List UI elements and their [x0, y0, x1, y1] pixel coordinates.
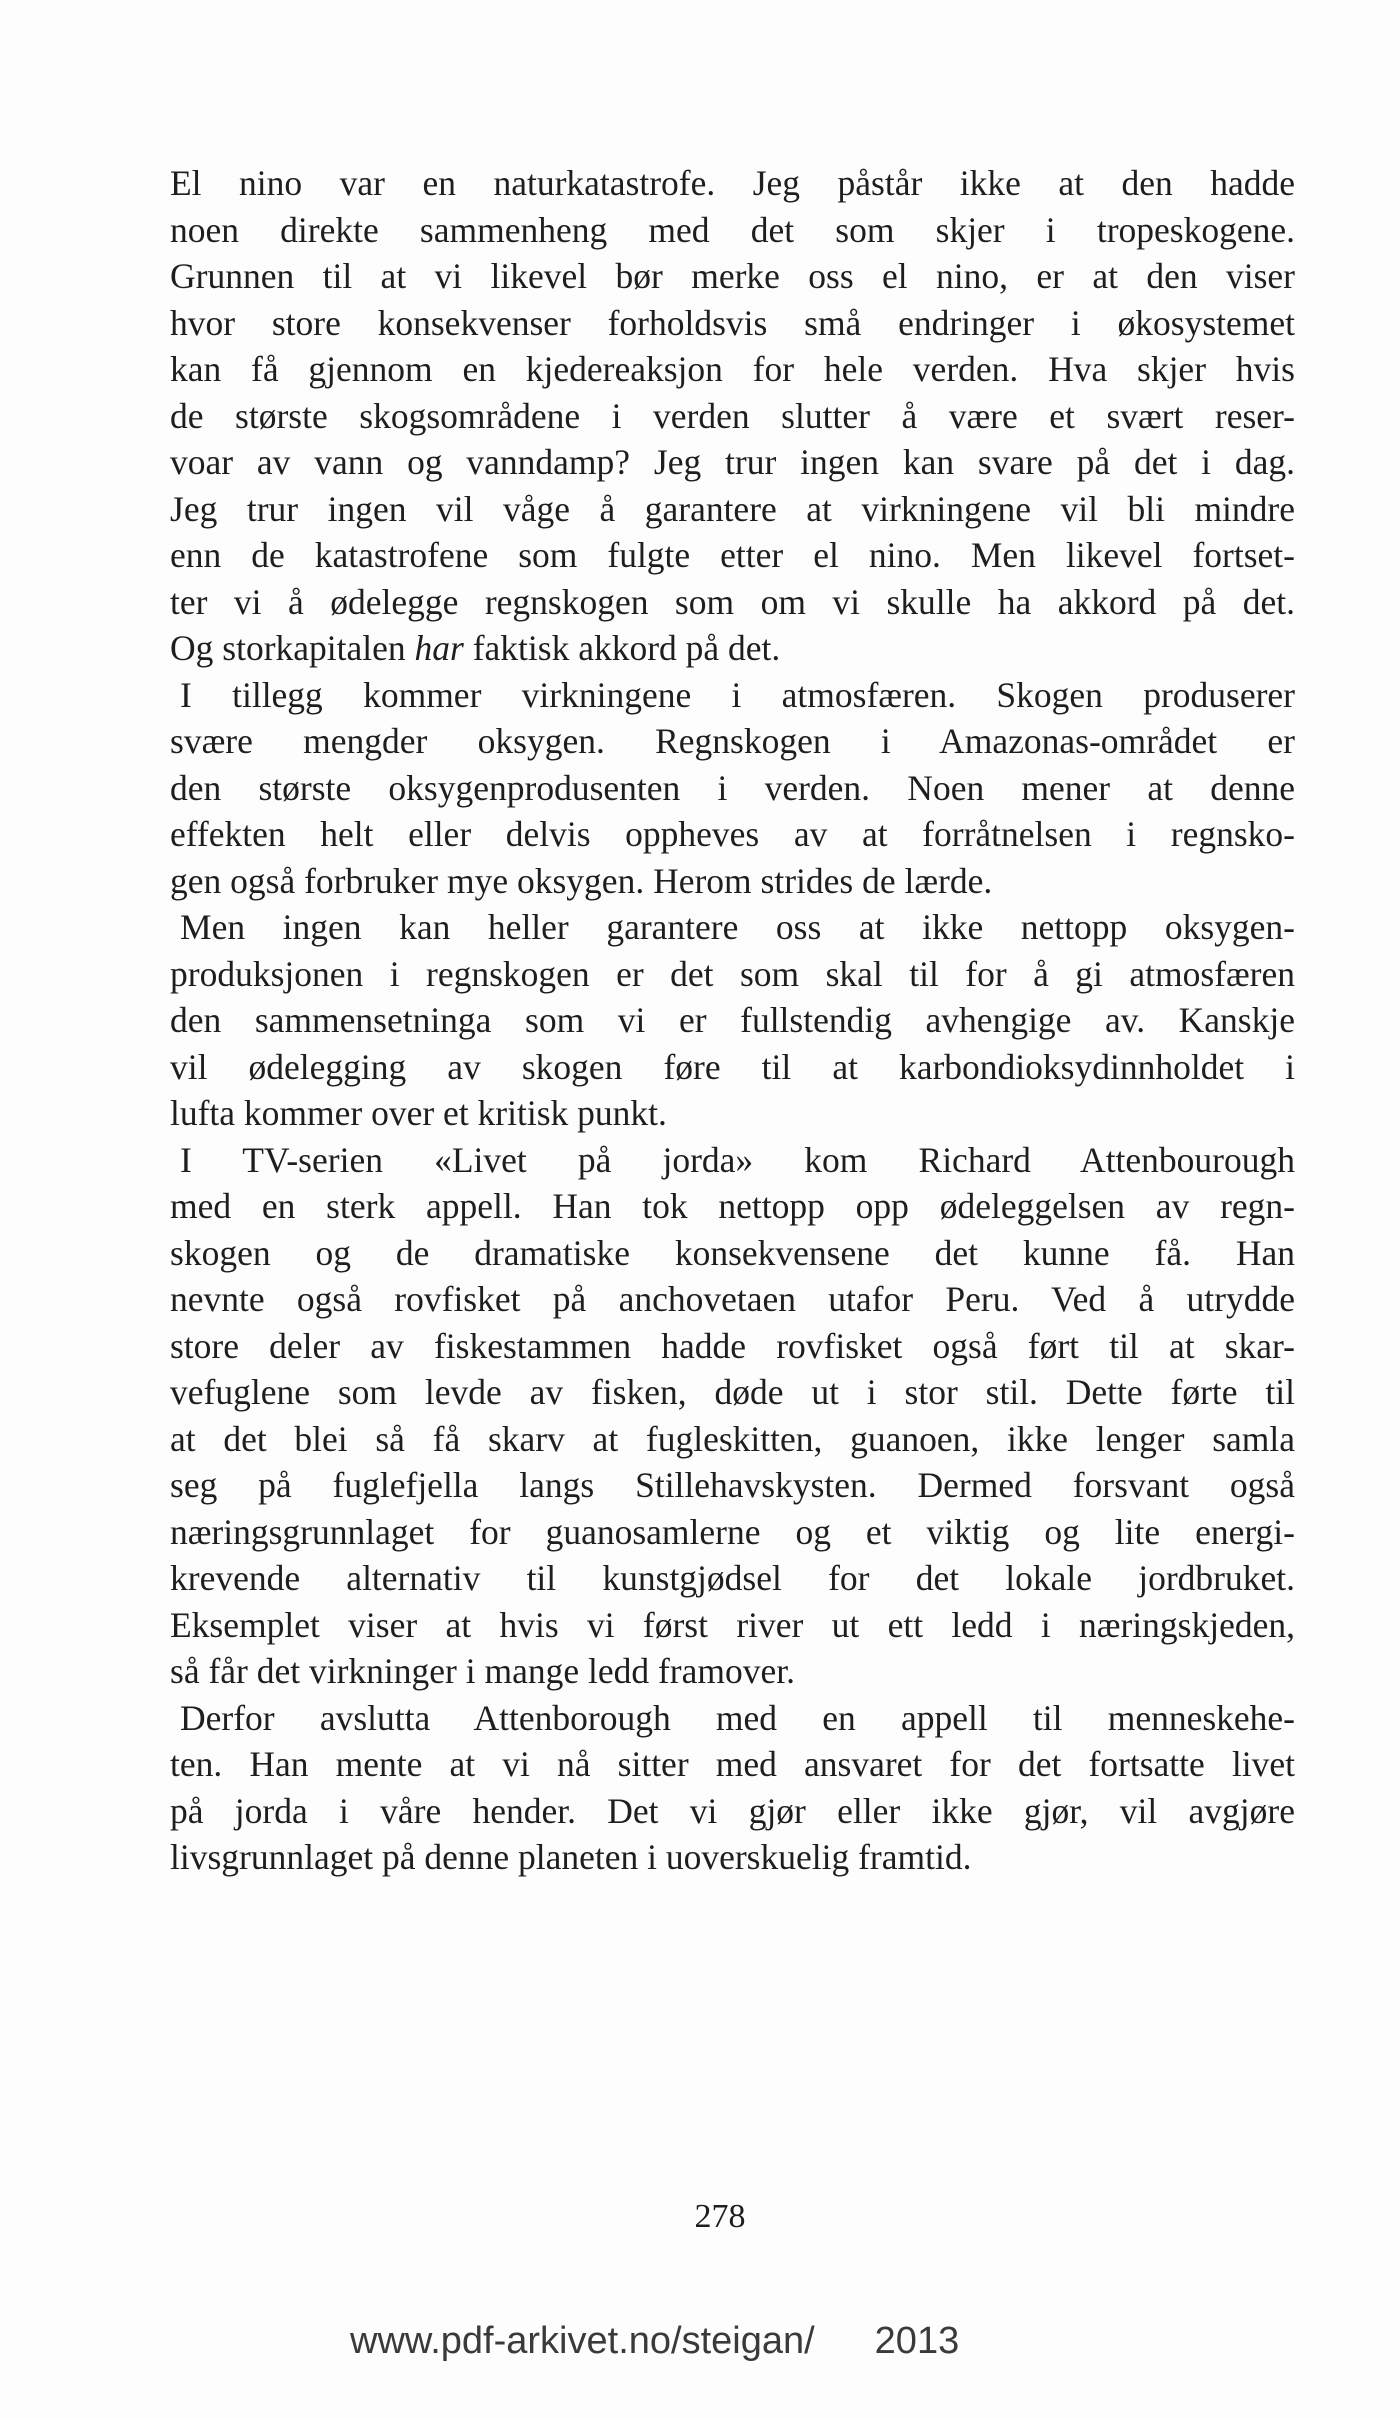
text-line: El nino var en naturkatastrofe. Jeg påstår ikke at den hadde: [170, 163, 1295, 203]
body-text: [170, 160, 1295, 1881]
text-line: skogen og de dramatiske konsekvensene det kunne få. Han: [170, 1232, 1295, 1273]
text-line: nevnte også rovfisket på anchovetaen utafor Peru. Ved å utrydde: [170, 1279, 1295, 1319]
paragraph: [170, 904, 1295, 1137]
text-line: voar av vann og vanndamp? Jeg trur ingen kan svare på det i dag.: [170, 442, 1295, 482]
page-number: 278: [694, 2198, 746, 2235]
footer-url: www.pdf-arkivet.no/steigan/: [350, 2320, 815, 2362]
text-line: den største oksygenprodusenten i verden. Noen mener at denne: [170, 767, 1295, 808]
text-line: lufta kommer over et kritisk punkt.: [170, 1093, 667, 1133]
text-line: I TV-serien «Livet på jorda» kom Richard Attenbourough: [180, 1139, 1295, 1180]
text-line: kan få gjennom en kjedereaksjon for hele verden. Hva skjer hvis: [170, 349, 1295, 389]
text-line: så får det virkninger i mange ledd framover.: [170, 1651, 795, 1691]
text-line: den sammensetninga som vi er fullstendig avhengige av. Kanskje: [170, 1000, 1295, 1040]
emphasis: har: [414, 628, 464, 668]
text-line: Jeg trur ingen vil våge å garantere at virkningene vil bli mindre: [170, 488, 1295, 529]
text-line: enn de katastrofene som fulgte etter el nino. Men likevel fortset-: [170, 535, 1295, 575]
paragraph: [170, 1695, 1295, 1881]
text-line: at det blei så få skarv at fugleskitten, guanoen, ikke lenger samla: [170, 1418, 1295, 1459]
text-line: noen direkte sammenheng med det som skjer i tropeskogene.: [170, 209, 1295, 250]
paragraph: [170, 160, 1295, 672]
text-line: ten. Han mente at vi nå sitter med ansvaret for det fortsatte livet: [170, 1744, 1295, 1784]
paragraph: [170, 1137, 1295, 1695]
text-line: produksjonen i regnskogen er det som skal til for å gi atmosfæren: [170, 953, 1295, 994]
text-line: næringsgrunnlaget for guanosamlerne og et viktig og lite energi-: [170, 1511, 1295, 1552]
text-line: I tillegg kommer virkningene i atmosfæren. Skogen produserer: [180, 674, 1295, 715]
text-line: Men ingen kan heller garantere oss at ikke nettopp oksygen-: [180, 907, 1295, 947]
text-line: på jorda i våre hender. Det vi gjør eller ikke gjør, vil avgjøre: [170, 1790, 1295, 1831]
text-line: hvor store konsekvenser forholdsvis små endringer i økosystemet: [170, 302, 1295, 343]
footer: [350, 2320, 959, 2363]
text-line: Derfor avslutta Attenborough med en appell til menneskehe-: [180, 1697, 1295, 1738]
paragraph: [170, 672, 1295, 905]
text-line: livsgrunnlaget på denne planeten i uoverskuelig framtid.: [170, 1837, 972, 1877]
footer-year: 2013: [874, 2320, 960, 2362]
text-line: gen også forbruker mye oksygen. Herom strides de lærde.: [170, 860, 993, 901]
text-line: vefuglene som levde av fisken, døde ut i stor stil. Dette førte til: [170, 1372, 1295, 1412]
text-line: svære mengder oksygen. Regnskogen i Amazonas-området er: [170, 721, 1295, 761]
text-line: vil ødelegging av skogen føre til at karbondioksydinnholdet i: [170, 1046, 1295, 1087]
text-line: krevende alternativ til kunstgjødsel for det lokale jordbruket.: [170, 1558, 1295, 1598]
text-line: Eksemplet viser at hvis vi først river ut ett ledd i næringskjeden,: [170, 1604, 1295, 1645]
text-line: ter vi å ødelegge regnskogen som om vi skulle ha akkord på det.: [170, 581, 1295, 622]
text-line: Grunnen til at vi likevel bør merke oss el nino, er at den viser: [170, 256, 1295, 296]
text-line: de største skogsområdene i verden slutter å være et svært reser-: [170, 395, 1295, 436]
text-line: store deler av fiskestammen hadde rovfisket også ført til at skar-: [170, 1325, 1295, 1366]
text-line: seg på fuglefjella langs Stillehavskysten. Dermed forsvant også: [170, 1465, 1295, 1505]
text-line: med en sterk appell. Han tok nettopp opp ødeleggelsen av regn-: [170, 1186, 1295, 1226]
text-line: effekten helt eller delvis oppheves av at forråtnelsen i regnsko-: [170, 814, 1295, 854]
text-line: Og storkapitalen har faktisk akkord på det.: [170, 628, 781, 668]
